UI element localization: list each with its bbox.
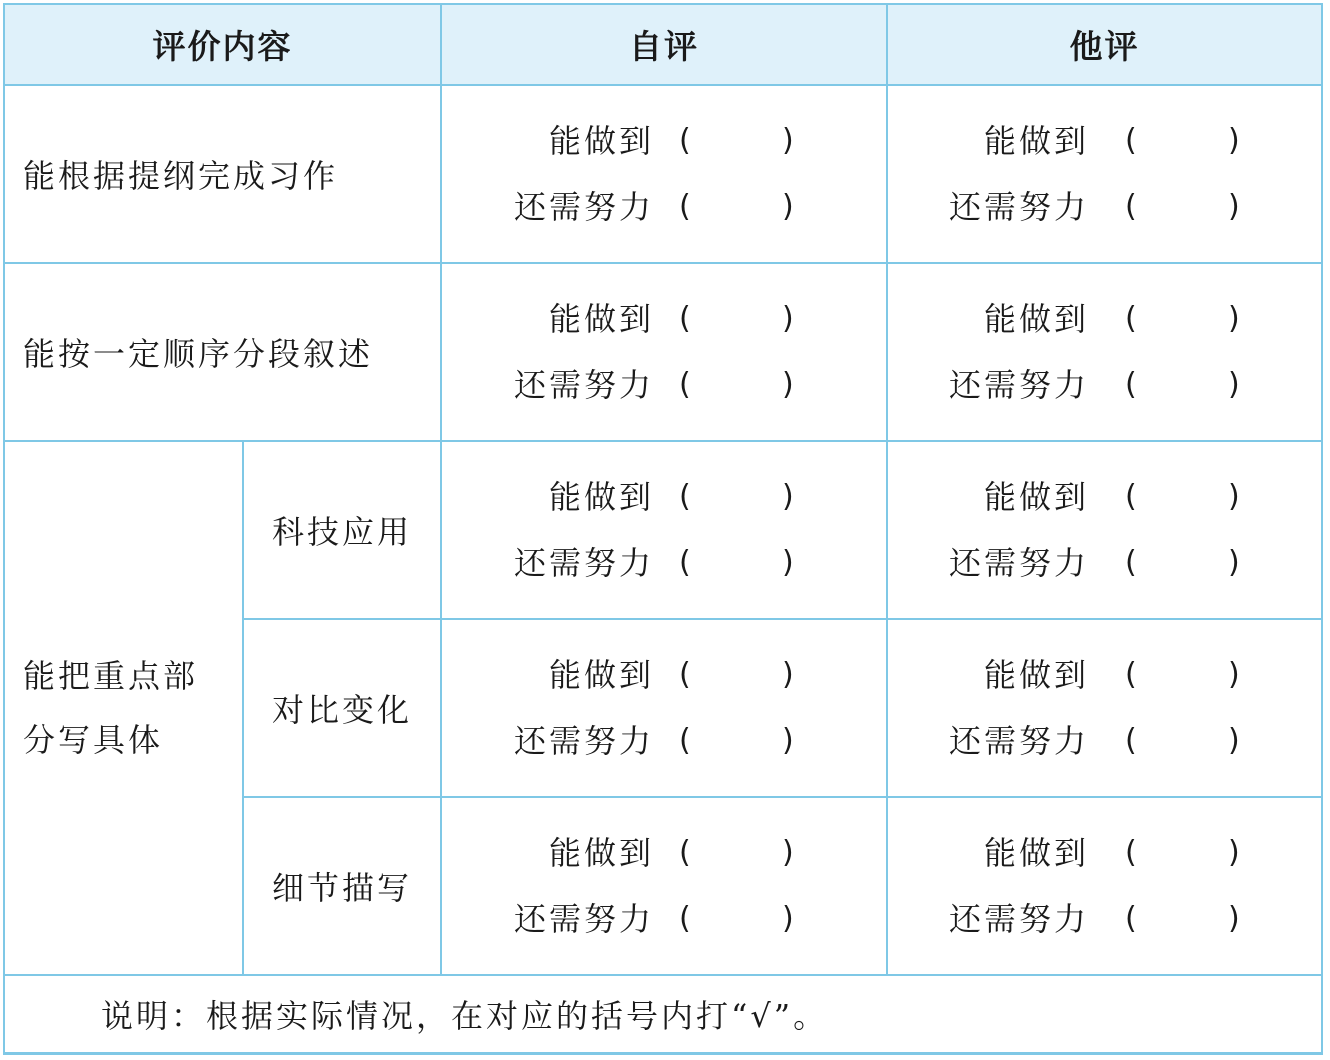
option-can-do-label: 能做到: [548, 478, 654, 516]
open-bracket: (: [679, 723, 691, 758]
option-needs-effort[interactable]: [442, 896, 886, 942]
option-needs-effort[interactable]: [442, 718, 886, 764]
option-can-do[interactable]: [442, 652, 886, 698]
self-rating-cell: [441, 263, 887, 441]
open-bracket: (: [679, 657, 691, 692]
self-rating-cell: [441, 441, 887, 619]
open-bracket: (: [679, 901, 691, 936]
close-bracket: ): [782, 123, 794, 158]
option-needs-effort[interactable]: [888, 718, 1321, 764]
open-bracket: (: [679, 123, 691, 158]
option-can-do-label: 能做到: [548, 300, 654, 338]
group-line-2: 分写具体: [23, 721, 164, 759]
rating-options: [888, 86, 1321, 262]
option-can-do-label: 能做到: [983, 300, 1089, 338]
rating-options: [442, 86, 886, 262]
open-bracket: (: [679, 301, 691, 336]
option-needs-effort-label: 还需努力: [513, 544, 654, 582]
option-can-do[interactable]: [442, 830, 886, 876]
close-bracket: ): [782, 301, 794, 336]
close-bracket: ): [782, 189, 794, 224]
option-can-do[interactable]: [888, 474, 1321, 520]
self-rating-cell: [441, 797, 887, 975]
open-bracket: (: [1125, 657, 1137, 692]
rating-options: [442, 442, 886, 618]
close-bracket: ): [1228, 723, 1240, 758]
peer-rating-cell: [887, 263, 1321, 441]
peer-rating-cell: [887, 619, 1321, 797]
instruction-note: 说明：根据实际情况，在对应的括号内打“√”。: [5, 975, 1321, 1053]
option-can-do-label: 能做到: [983, 478, 1089, 516]
open-bracket: (: [1125, 301, 1137, 336]
option-can-do[interactable]: [888, 296, 1321, 342]
option-can-do-label: 能做到: [548, 656, 654, 694]
close-bracket: ): [1228, 123, 1240, 158]
option-needs-effort-label: 还需努力: [513, 722, 654, 760]
header-peer: 他评: [887, 5, 1321, 85]
rating-options: [442, 264, 886, 440]
option-needs-effort-label: 还需努力: [513, 900, 654, 938]
close-bracket: ): [1228, 367, 1240, 402]
peer-rating-cell: [887, 85, 1321, 263]
option-needs-effort-label: 还需努力: [948, 544, 1089, 582]
option-can-do-label: 能做到: [983, 834, 1089, 872]
subcriterion-detail: 细节描写: [243, 797, 441, 975]
option-needs-effort-label: 还需努力: [948, 900, 1089, 938]
close-bracket: ): [1228, 301, 1240, 336]
open-bracket: (: [679, 835, 691, 870]
option-needs-effort[interactable]: [888, 896, 1321, 942]
option-can-do-label: 能做到: [548, 122, 654, 160]
option-needs-effort[interactable]: [888, 362, 1321, 408]
open-bracket: (: [1125, 901, 1137, 936]
option-can-do[interactable]: [442, 118, 886, 164]
rating-options: [442, 620, 886, 796]
peer-rating-cell: [887, 797, 1321, 975]
peer-rating-cell: [887, 441, 1321, 619]
option-needs-effort-label: 还需努力: [513, 366, 654, 404]
header-content: 评价内容: [5, 5, 441, 85]
open-bracket: (: [1125, 189, 1137, 224]
open-bracket: (: [1125, 123, 1137, 158]
close-bracket: ): [1228, 545, 1240, 580]
criterion-outline: 能根据提纲完成习作: [5, 85, 441, 263]
option-needs-effort[interactable]: [442, 184, 886, 230]
close-bracket: ): [782, 901, 794, 936]
option-needs-effort-label: 还需努力: [948, 188, 1089, 226]
open-bracket: (: [679, 367, 691, 402]
open-bracket: (: [1125, 545, 1137, 580]
rating-options: [888, 442, 1321, 618]
option-can-do[interactable]: [888, 830, 1321, 876]
option-can-do-label: 能做到: [548, 834, 654, 872]
option-needs-effort[interactable]: [442, 540, 886, 586]
option-can-do[interactable]: [888, 652, 1321, 698]
option-needs-effort[interactable]: [442, 362, 886, 408]
open-bracket: (: [1125, 367, 1137, 402]
close-bracket: ): [1228, 901, 1240, 936]
option-can-do[interactable]: [442, 474, 886, 520]
close-bracket: ): [782, 367, 794, 402]
close-bracket: ): [782, 479, 794, 514]
criterion-detail-group: [5, 441, 243, 975]
open-bracket: (: [679, 189, 691, 224]
self-rating-cell: [441, 619, 887, 797]
option-needs-effort-label: 还需努力: [513, 188, 654, 226]
close-bracket: ): [1228, 189, 1240, 224]
open-bracket: (: [1125, 835, 1137, 870]
criterion-sequence: 能按一定顺序分段叙述: [5, 263, 441, 441]
open-bracket: (: [679, 545, 691, 580]
subcriterion-tech: 科技应用: [243, 441, 441, 619]
close-bracket: ): [1228, 835, 1240, 870]
close-bracket: ): [1228, 657, 1240, 692]
rating-options: [442, 798, 886, 974]
option-needs-effort-label: 还需努力: [948, 366, 1089, 404]
option-needs-effort-label: 还需努力: [948, 722, 1089, 760]
header-self: 自评: [441, 5, 887, 85]
close-bracket: ): [782, 657, 794, 692]
close-bracket: ): [782, 723, 794, 758]
self-rating-cell: [441, 85, 887, 263]
open-bracket: (: [1125, 723, 1137, 758]
rating-options: [888, 620, 1321, 796]
option-needs-effort[interactable]: [888, 184, 1321, 230]
open-bracket: (: [679, 479, 691, 514]
subcriterion-contrast: 对比变化: [243, 619, 441, 797]
open-bracket: (: [1125, 479, 1137, 514]
rating-options: [888, 264, 1321, 440]
option-can-do-label: 能做到: [983, 122, 1089, 160]
option-can-do[interactable]: [442, 296, 886, 342]
close-bracket: ): [782, 545, 794, 580]
evaluation-table: [3, 3, 1323, 1055]
close-bracket: ): [1228, 479, 1240, 514]
option-can-do[interactable]: [888, 118, 1321, 164]
group-line-1: 能把重点部: [23, 657, 199, 695]
close-bracket: ): [782, 835, 794, 870]
option-needs-effort[interactable]: [888, 540, 1321, 586]
rating-options: [888, 798, 1321, 974]
option-can-do-label: 能做到: [983, 656, 1089, 694]
